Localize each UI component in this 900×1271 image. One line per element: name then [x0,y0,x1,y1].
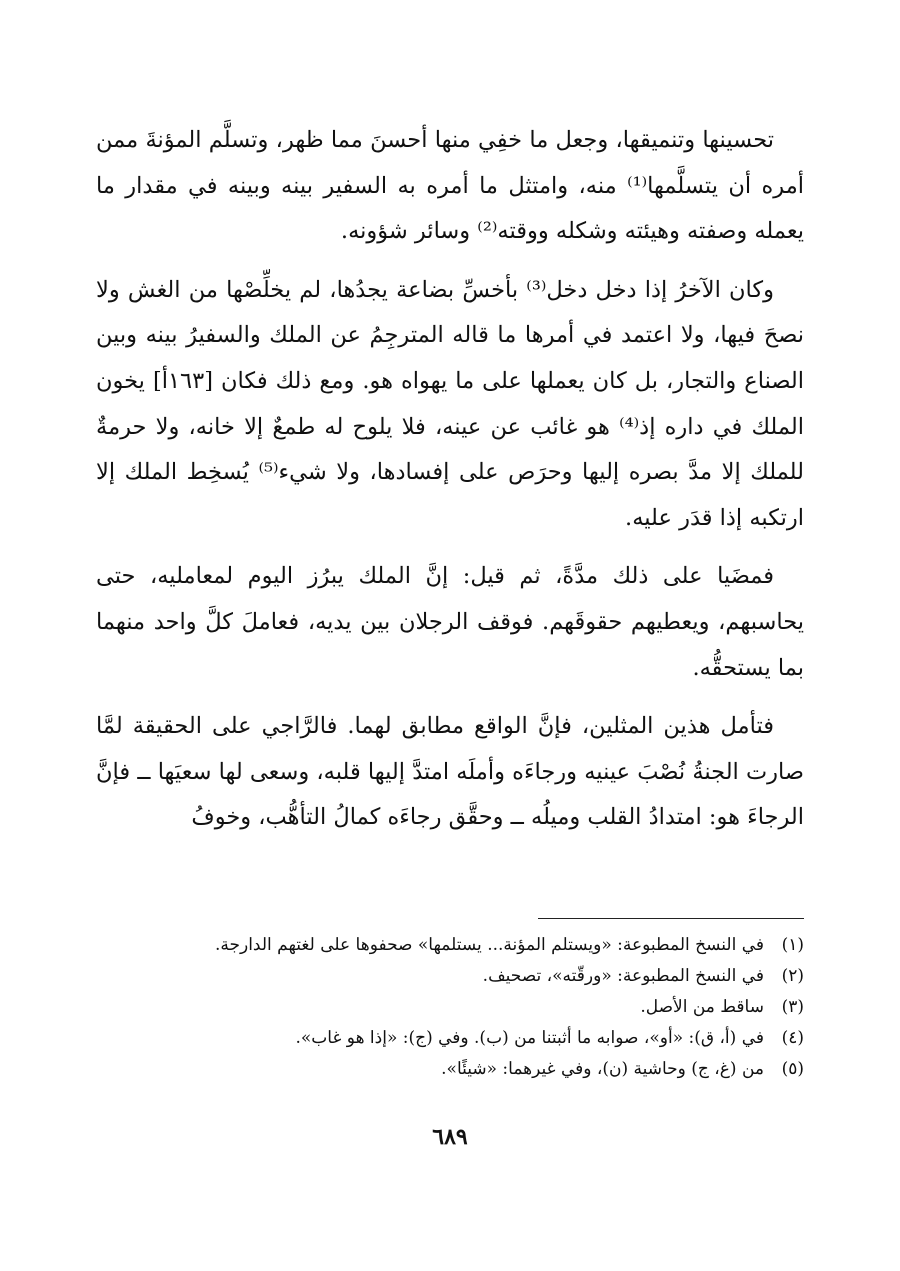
paragraph-4: فتأمل هذين المثلين، فإنَّ الواقع مطابق لهما. فالرَّاجي على الحقيقة لمَّا صارت الجنةُ نُصْبَ عينيه ورجاءَه وأملَه امتدَّ إليها قلبه، وسعى لها سعيَها ــ فإنَّ الرجاءَ هو: امتدادُ القلب وميلُه ــ وحقَّق رجاءَه كمالُ التأهُّب، وخوفُ [96,713,804,831]
footnotes [96,930,804,1085]
footnote-number: (٢) [781,966,804,986]
paragraph-1: تحسينها وتنميقها، وجعل ما خفِي منها أحسنَ مما ظهر، وتسلَّم المؤنةَ ممن أمره أن يتسلَّمها⁽¹⁾ منه، وامتثل ما أمره به السفير بينه وبينه في مقدار ما يعمله وصفته وهيئته وشكله ووقته⁽²⁾ وسائر شؤونه. [96,127,805,245]
footnote-1 [96,930,804,961]
page-number: ٦٨٩ [432,1124,468,1150]
footnote-text: من (غ، ج) وحاشية (ن)، وفي غيرهما: «شيئًا». [441,1059,764,1079]
footnote-number: (٣) [781,997,804,1017]
footnote-text: في النسخ المطبوعة: «ويستلم المؤنة... يستلمها» صحفوها على لغتهم الدارجة. [214,935,764,955]
footnote-number: (٥) [781,1059,804,1079]
footnote-3 [96,992,804,1023]
footnote-2 [96,961,804,992]
footnote-number: (٤) [781,1028,804,1048]
footnote-text: في النسخ المطبوعة: «ورقّته»، تصحيف. [482,966,764,986]
footnote-4 [96,1023,804,1054]
paragraph-3: فمضَيا على ذلك مدَّةً، ثم قيل: إنَّ الملك يبرُز اليوم لمعامليه، حتى يحاسبهم، ويعطيهم حقوقَهم. فوقف الرجلان بين يديه، فعاملَ كلَّ واحد منهما بما يستحقُّه. [96,563,804,681]
main-text [96,118,804,854]
paragraph-2: وكان الآخرُ إذا دخل دخل⁽³⁾ بأخسِّ بضاعة يجدُها، لم يخلِّصْها من الغش ولا نصحَ فيها، ولا اعتمد في أمرها ما قاله المترجِمُ عن الملك والسفيرُ بينه وبين الصناع والتجار، بل كان يعملها على ما يهواه هو. ومع ذلك فكان [١٦٣أ] يخون الملك في داره إذ⁽⁴⁾ هو غائب عن عينه، فلا يلوح له طمعٌ إلا خانه، ولا حرمةٌ للملك إلا مدَّ بصره إليها وحرَص على إفسادها، ولا شيء⁽⁵⁾ يُسخِط الملك إلا ارتكبه إذا قدَر عليه. [96,276,804,531]
footnote-number: (١) [781,935,804,955]
footnote-text: ساقط من الأصل. [640,997,764,1017]
footnote-text: في (أ، ق): «أو»، صوابه ما أثبتنا من (ب). وفي (ج): «إذا هو غاب». [295,1028,764,1048]
footnote-divider [538,918,804,919]
footnote-5 [96,1054,804,1085]
